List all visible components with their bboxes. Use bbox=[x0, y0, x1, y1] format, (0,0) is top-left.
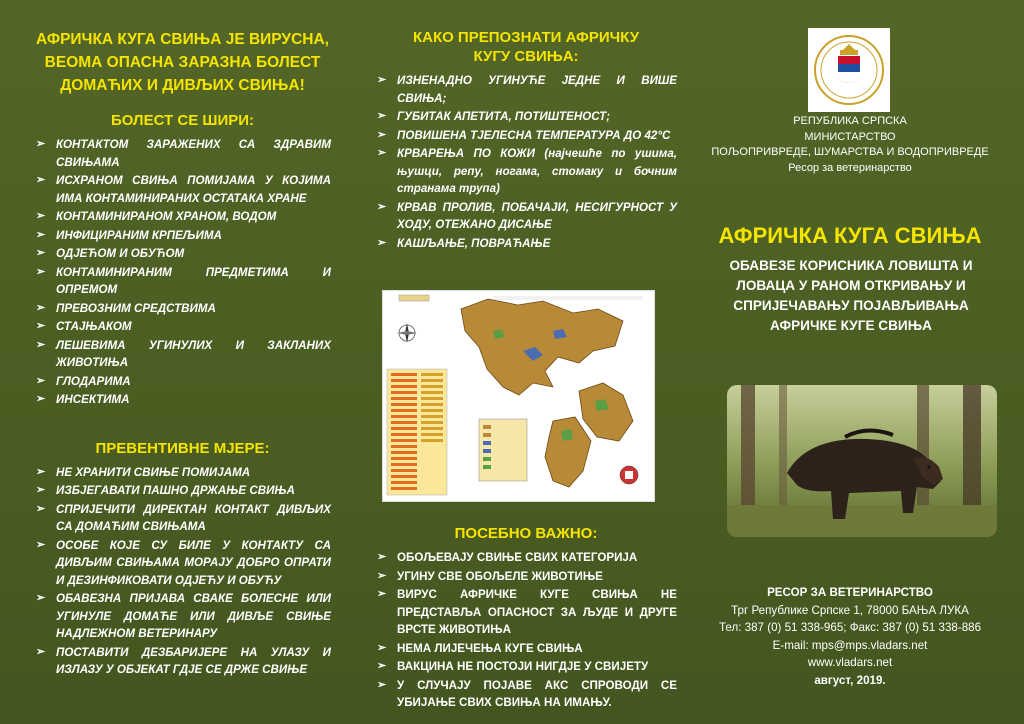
list-item: ➢ ИЗБЈЕГАВАТИ ПАШНО ДРЖАЊЕ СВИЊА bbox=[34, 482, 331, 500]
ministry-line: ПОЉОПРИВРЕДЕ, ШУМАРСТВА И ВОДОПРИВРЕДЕ bbox=[711, 146, 989, 158]
contact-phone: Тел: 387 (0) 51 338-965; Факс: 387 (0) 51 338-886 bbox=[718, 621, 982, 634]
list-item: ➢ КРВАВ ПРОЛИВ, ПОБАЧАЈИ, НЕСИГУРНОСТ У ХОДУ, ОТЕЖАНО ДИСАЊЕ bbox=[375, 199, 677, 234]
list-item: ➢ КАШЉАЊЕ, ПОВРАЋАЊЕ bbox=[375, 235, 677, 253]
list-item: ➢ СПРИЈЕЧИТИ ДИРЕКТАН КОНТАКТ ДИВЉИХ СА ДОМАЋИМ СВИЊАМА bbox=[34, 501, 331, 536]
brochure-subtitle: ОБАВЕЗЕ КОРИСНИКА ЛОВИШТА И ЛОВАЦА У РАНОМ ОТКРИВАЊУ И СПРИЈЕЧАВАЊУ ПОЈАВЉИВАЊА АФРИЧКЕ КУГЕ СВИЊА bbox=[729, 258, 973, 333]
list-item: ➢ У СЛУЧАЈУ ПОЈАВЕ АКС СПРОВОДИ СЕ УБИЈАЊЕ СВИХ СВИЊА НА ИМАЊУ. bbox=[375, 677, 677, 712]
list-item: ➢ КОНТАКТОМ ЗАРАЖЕНИХ СА ЗДРАВИМ СВИЊАМА bbox=[34, 136, 331, 171]
wild-boar-photo bbox=[727, 385, 997, 537]
list-item: ➢ НЕ ХРАНИТИ СВИЊЕ ПОМИЈАМА bbox=[34, 464, 331, 482]
important-heading: ПОСЕБНО ВАЖНО: bbox=[454, 525, 598, 542]
ministry-line: МИНИСТАРСТВО bbox=[804, 130, 896, 143]
spread-list bbox=[34, 136, 331, 409]
list-item: ➢ КОНТАМИНИРАНИМ ПРЕДМЕТИМА И ОПРЕМОМ bbox=[34, 264, 331, 299]
list-item: ➢ ПОСТАВИТИ ДЕЗБАРИЈЕРЕ НА УЛАЗУ И ИЗЛАЗУ У ОБЈЕКАТ ГДЈЕ СЕ ДРЖЕ СВИЊЕ bbox=[34, 644, 331, 679]
spread-heading: БОЛЕСТ СЕ ШИРИ: bbox=[110, 112, 255, 129]
list-item: ➢ ВАКЦИНА НЕ ПОСТОЈИ НИГДЈЕ У СВИЈЕТУ bbox=[375, 658, 677, 676]
intro-heading: АФРИЧКА КУГА СВИЊА ЈЕ ВИРУСНА, ВЕОМА ОПАСНА ЗАРАЗНА БОЛЕСТ ДОМАЋИХ И ДИВЉИХ СВИЊА! bbox=[36, 31, 329, 94]
contact-address: Трг Републике Српске 1, 78000 БАЊА ЛУКА bbox=[731, 603, 969, 617]
list-item: ➢ КОНТАМИНИРАНОМ ХРАНОМ, ВОДОМ bbox=[34, 208, 331, 226]
list-item: ➢ ОБОЉЕВАЈУ СВИЊЕ СВИХ КАТЕГОРИЈА bbox=[375, 549, 677, 567]
list-item: ➢ ИЗНЕНАДНО УГИНУЋЕ ЈЕДНЕ И ВИШЕ СВИЊА; bbox=[375, 72, 677, 107]
brochure-title: АФРИЧКА КУГА СВИЊА bbox=[718, 223, 982, 248]
list-item: ➢ ОСОБЕ КОЈЕ СУ БИЛЕ У КОНТАКТУ СА ДИВЉИМ СВИЊАМА МОРАЈУ ДОБРО ОПРАТИ И ДЕЗИНФИКОВАТИ ОДЈЕЋУ И ОБУЋУ bbox=[34, 537, 331, 590]
recognize-list bbox=[375, 72, 677, 252]
list-item: ➢ ГЛОДАРИМА bbox=[34, 373, 331, 391]
list-item: ➢ ВИРУС АФРИЧКЕ КУГЕ СВИЊА НЕ ПРЕДСТАВЉА ОПАСНОСТ ЗА ЉУДЕ И ДРУГЕ ВРСТЕ ЖИВОТИЊА bbox=[375, 586, 677, 639]
prevent-list bbox=[34, 464, 331, 679]
list-item: ➢ ОБАВЕЗНА ПРИЈАВА СВАКЕ БОЛЕСНЕ ИЛИ УГИНУЛЕ ДОМАЋЕ ИЛИ ДИВЉЕ СВИЊЕ НАДЛЕЖНОМ ВЕТЕРИНАРУ bbox=[34, 590, 331, 643]
contact-title: РЕСОР ЗА ВЕТЕРИНАРСТВО bbox=[767, 586, 933, 599]
map-graphic bbox=[383, 291, 654, 501]
list-item: ➢ ПРЕВОЗНИМ СРЕДСТВИМА bbox=[34, 300, 331, 318]
ministry-line: Ресор за ветеринарство bbox=[788, 161, 912, 174]
middle-lower bbox=[345, 524, 685, 724]
list-item: ➢ ЛЕШЕВИМА УГИНУЛИХ И ЗАКЛАНИХ ЖИВОТИЊА bbox=[34, 337, 331, 372]
ministry-block bbox=[700, 114, 1000, 176]
list-item: ➢ ПОВИШЕНА ТЈЕЛЕСНА ТЕМПЕРАТУРА ДО 42°С bbox=[375, 127, 677, 145]
contact-block bbox=[700, 584, 1000, 689]
list-item: ➢ ИСХРАНОМ СВИЊА ПОМИЈАМА У КОЈИМА ИМА КОНТАМИНИРАНИХ ОСТАТАКА ХРАНЕ bbox=[34, 172, 331, 207]
contact-date: август, 2019. bbox=[814, 673, 886, 687]
recognize-heading: КАКО ПРЕПОЗНАТИ АФРИЧКУ КУГУ СВИЊА: bbox=[412, 29, 640, 65]
map-image bbox=[382, 290, 655, 502]
emblem-icon bbox=[620, 466, 638, 484]
contact-email: E-mail: mps@mps.vladars.net bbox=[772, 638, 928, 652]
list-item: ➢ ИНФИЦИРАНИМ КРПЕЉИМА bbox=[34, 227, 331, 245]
list-item: ➢ КРВАРЕЊА ПО КОЖИ (најчешће по ушима, њушци, репу, ногама, стомаку и бочним странама трупа) bbox=[375, 145, 677, 198]
prevent-heading: ПРЕВЕНТИВНЕ МЈЕРЕ: bbox=[95, 439, 270, 457]
important-list bbox=[375, 549, 677, 712]
list-item: ➢ НЕМА ЛИЈЕЧЕЊА КУГЕ СВИЊА bbox=[375, 640, 677, 658]
contact-web: www.vladars.net bbox=[807, 656, 893, 669]
list-item: ➢ СТАЈЊАКОМ bbox=[34, 318, 331, 336]
ministry-line: РЕПУБЛИКА СРПСКА bbox=[793, 115, 907, 127]
left-column bbox=[0, 0, 345, 724]
list-item: ➢ УГИНУ СВЕ ОБОЉЕЛЕ ЖИВОТИЊЕ bbox=[375, 568, 677, 586]
coat-of-arms-logo bbox=[808, 28, 890, 112]
list-item: ➢ ГУБИТАК АПЕТИТА, ПОТИШТЕНОСТ; bbox=[375, 108, 677, 126]
list-item: ➢ ИНСЕКТИМА bbox=[34, 391, 331, 409]
list-item: ➢ ОДЈЕЋОМ И ОБУЋОМ bbox=[34, 245, 331, 263]
